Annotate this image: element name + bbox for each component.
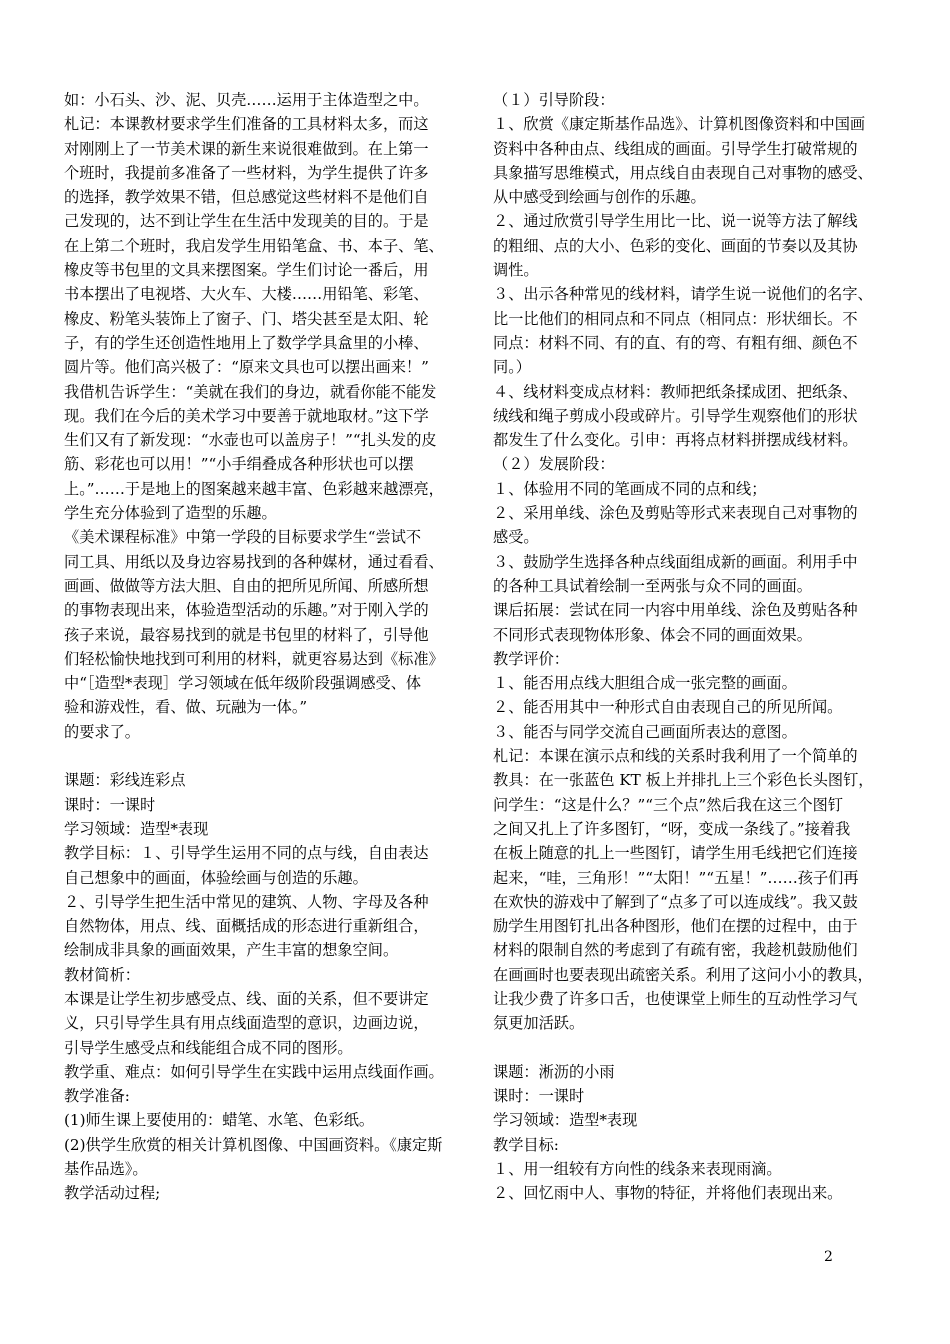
text-line: 起来，“哇，三角形！”“太阳！”“五星！”……孩子们再 xyxy=(493,868,859,887)
text-line: ２、能否用其中一种形式自由表现自己的所见所闻。 xyxy=(493,698,843,717)
text-line: 的各种工具试着绘制一至两张与众不同的画面。 xyxy=(493,576,812,595)
text-line: 课后拓展：尝试在同一内容中用单线、涂色及剪贴各种 xyxy=(493,601,858,620)
text-line: 励学生用图钉扎出各种图形，他们在摆的过程中，由于 xyxy=(493,917,858,936)
text-line: 验和游戏性，看、做、玩融为一体。” xyxy=(64,698,308,717)
text-line: 在板上随意的扎上一些图钉，请学生用毛线把它们连接 xyxy=(493,844,858,863)
page-number: 2 xyxy=(824,1249,833,1265)
text-line: １、体验用不同的笔画成不同的点和线； xyxy=(493,479,767,498)
text-line: 课题：彩线连彩点 xyxy=(64,771,186,790)
text-line: （２）发展阶段： xyxy=(493,455,615,474)
text-line: 的事物表现出来，体验造型活动的乐趣。”对于刚入学的 xyxy=(64,601,429,620)
text-line: 本课是让学生初步感受点、线、面的关系，但不要讲定 xyxy=(64,989,429,1008)
text-line: 绘制成非具象的画面效果，产生丰富的想象空间。 xyxy=(64,941,399,960)
text-line: 子，有的学生还创造性地用上了数学学具盒里的小棒、 xyxy=(64,333,429,352)
text-line: ２、通过欣赏引导学生用比一比、说一说等方法了解线 xyxy=(493,212,858,231)
text-line: 基作品选》。 xyxy=(64,1160,148,1179)
text-line: 学习领域：造型*表现 xyxy=(64,819,209,838)
text-line: 课时：一课时 xyxy=(64,795,156,814)
text-line: 教学目标：１、引导学生运用不同的点与线，自由表达 xyxy=(64,844,429,863)
text-line: 让我少费了许多口舌，也使课堂上师生的互动性学习气 xyxy=(493,989,858,1008)
text-line: 圆片等。他们高兴极了：“原来文具也可以摆出画来！” xyxy=(64,358,429,377)
text-line: 的选择，教学效果不错，但总感觉这些材料不是他们自 xyxy=(64,188,429,207)
text-line: 教学评价： xyxy=(493,649,569,668)
text-line: 义，只引导学生具有用点线面造型的意识，边画边说， xyxy=(64,1014,429,1033)
text-line: (1)师生课上要使用的：蜡笔、水笔、色彩纸。 xyxy=(64,1111,375,1130)
text-line: 教具：在一张蓝色 KT 板上并排扎上三个彩色长头图钉， xyxy=(493,771,874,790)
text-line: (2)供学生欣赏的相关计算机图像、中国画资料。《康定斯 xyxy=(64,1135,443,1154)
text-line: 资料中各种由点、线组成的画面。引导学生打破常规的 xyxy=(493,139,858,158)
text-line: ４、线材料变成点材料：教师把纸条揉成团、把纸条、 xyxy=(493,382,858,401)
text-line: 教材简析： xyxy=(64,965,140,984)
text-line: ２、引导学生把生活中常见的建筑、人物、字母及各种 xyxy=(64,892,429,911)
text-line: 引导学生感受点和线能组合成不同的图形。 xyxy=(64,1038,353,1057)
text-line: 橡皮、粉笔头装饰上了窗子、门、塔尖甚至是太阳、轮 xyxy=(64,309,429,328)
text-line: 现。我们在今后的美术学习中要善于就地取材。”这下学 xyxy=(64,406,429,425)
text-line: 感受。 xyxy=(493,528,539,547)
left-text-column xyxy=(64,88,484,1206)
text-line: 问学生：“这是什么？”“三个点”然后我在这三个图钉 xyxy=(493,795,843,814)
blank-line xyxy=(493,1036,913,1060)
text-line: 对刚刚上了一节美术课的新生来说很难做到。在上第一 xyxy=(64,139,429,158)
text-line: 《美术课程标准》中第一学段的目标要求学生“尝试不 xyxy=(64,528,422,547)
text-line: 课题：淅沥的小雨 xyxy=(493,1062,615,1081)
text-line: ３、出示各种常见的线材料，请学生说一说他们的名字、 xyxy=(493,285,873,304)
text-line: 同工具、用纸以及身边容易找到的各种媒材，通过看看、 xyxy=(64,552,444,571)
text-line: 在画画时也要表现出疏密关系。利用了这问小小的教具， xyxy=(493,965,873,984)
text-line: 个班时，我提前多准备了一些材料，为学生提供了许多 xyxy=(64,163,429,182)
blank-line xyxy=(64,744,484,768)
text-line: 之间又扎上了许多图钉，“呀，变成一条线了。”接着我 xyxy=(493,819,851,838)
text-line: 在欢快的游戏中了解到了“点多了可以连成线”。我又鼓 xyxy=(493,892,858,911)
text-line: 如：小石头、沙、泥、贝壳……运用于主体造型之中。 xyxy=(64,91,429,109)
text-line: 己发现的，达不到让学生在生活中发现美的目的。于是 xyxy=(64,212,429,231)
text-line: 孩子来说，最容易找到的就是书包里的材料了，引导他 xyxy=(64,625,429,644)
text-line: 我借机告诉学生：“美就在我们的身边，就看你能不能发 xyxy=(64,382,437,401)
text-line: 画画、做做等方法大胆、自由的把所见所闻、所感所想 xyxy=(64,576,429,595)
text-line: 自然物体，用点、线、面概括成的形态进行重新组合， xyxy=(64,917,429,936)
text-line: 的粗细、点的大小、色彩的变化、画面的节奏以及其协 xyxy=(493,236,858,255)
text-line: 不同形式表现物体形象、体会不同的画面效果。 xyxy=(493,625,812,644)
text-line: 橡皮等书包里的文具来摆图案。学生们讨论一番后，用 xyxy=(64,261,429,280)
text-line: １、能否用点线大胆组合成一张完整的画面。 xyxy=(493,674,797,693)
text-line: 教学目标: xyxy=(493,1135,559,1154)
text-line: 比一比他们的相同点和不同点（相同点：形状细长。不 xyxy=(493,309,858,328)
text-line: ３、能否与同学交流自己画面所表达的意图。 xyxy=(493,722,797,741)
text-line: ３、鼓励学生选择各种点线面组成新的画面。利用手中 xyxy=(493,552,858,571)
text-line: 书本摆出了电视塔、大火车、大楼……用铅笔、彩笔、 xyxy=(64,285,429,304)
text-line: 的要求了。 xyxy=(64,722,140,741)
text-line: ２、回忆雨中人、事物的特征，并将他们表现出来。 xyxy=(493,1184,843,1203)
text-line: 教学准备: xyxy=(64,1087,130,1106)
text-line: 都发生了什么变化。引申：再将点材料拼摆成线材料。 xyxy=(493,431,858,450)
text-line: 调性。 xyxy=(493,261,539,280)
text-line: 课时：一课时 xyxy=(493,1087,585,1106)
text-line: 生们又有了新发现：“水壶也可以盖房子！”“扎头发的皮 xyxy=(64,431,437,450)
text-line: １、欣赏《康定斯基作品选》、计算机图像资料和中国画 xyxy=(493,115,866,134)
text-line: 材料的限制自然的考虑到了有疏有密，我趁机鼓励他们 xyxy=(493,941,858,960)
text-line: ２、采用单线、涂色及剪贴等形式来表现自己对事物的 xyxy=(493,504,858,523)
text-line: 绒线和绳子剪成小段或碎片。引导学生观察他们的形状 xyxy=(493,406,858,425)
right-text-column xyxy=(493,88,913,1206)
text-line: 在上第二个班时，我启发学生用铅笔盒、书、本子、笔、 xyxy=(64,236,444,255)
text-line: 学习领域：造型*表现 xyxy=(493,1111,638,1130)
text-line: 同点：材料不同、有的直、有的弯、有粗有细、颜色不 xyxy=(493,333,858,352)
text-line: 学生充分体验到了造型的乐趣。 xyxy=(64,504,277,523)
text-line: １、用一组较有方向性的线条来表现雨滴。 xyxy=(493,1160,782,1179)
text-line: 教学活动过程; xyxy=(64,1184,161,1203)
text-line: 筋、彩花也可以用！”“小手绢叠成各种形状也可以摆 xyxy=(64,455,414,474)
text-line: 具象描写思维模式，用点线自由表现自己对事物的感受、 xyxy=(493,163,873,182)
text-line: 中“［造型*表现］学习领域在低年级阶段强调感受、体 xyxy=(64,674,422,693)
text-line: 札记：本课在演示点和线的关系时我利用了一个简单的 xyxy=(493,747,858,766)
text-line: （１）引导阶段： xyxy=(493,91,615,109)
text-line: 氛更加活跃。 xyxy=(493,1014,585,1033)
text-line: 上。”……于是地上的图案越来越丰富、色彩越来越漂亮， xyxy=(64,479,444,498)
text-line: 同。） xyxy=(493,358,531,377)
text-line: 札记：本课教材要求学生们准备的工具材料太多，而这 xyxy=(64,115,429,134)
text-line: 从中感受到绘画与创作的乐趣。 xyxy=(493,188,706,207)
text-line: 们轻松愉快地找到可利用的材料，就更容易达到《标准》 xyxy=(64,649,444,668)
text-line: 教学重、难点：如何引导学生在实践中运用点线面作画。 xyxy=(64,1062,444,1081)
text-line: 自己想象中的画面，体验绘画与创造的乐趣。 xyxy=(64,868,368,887)
